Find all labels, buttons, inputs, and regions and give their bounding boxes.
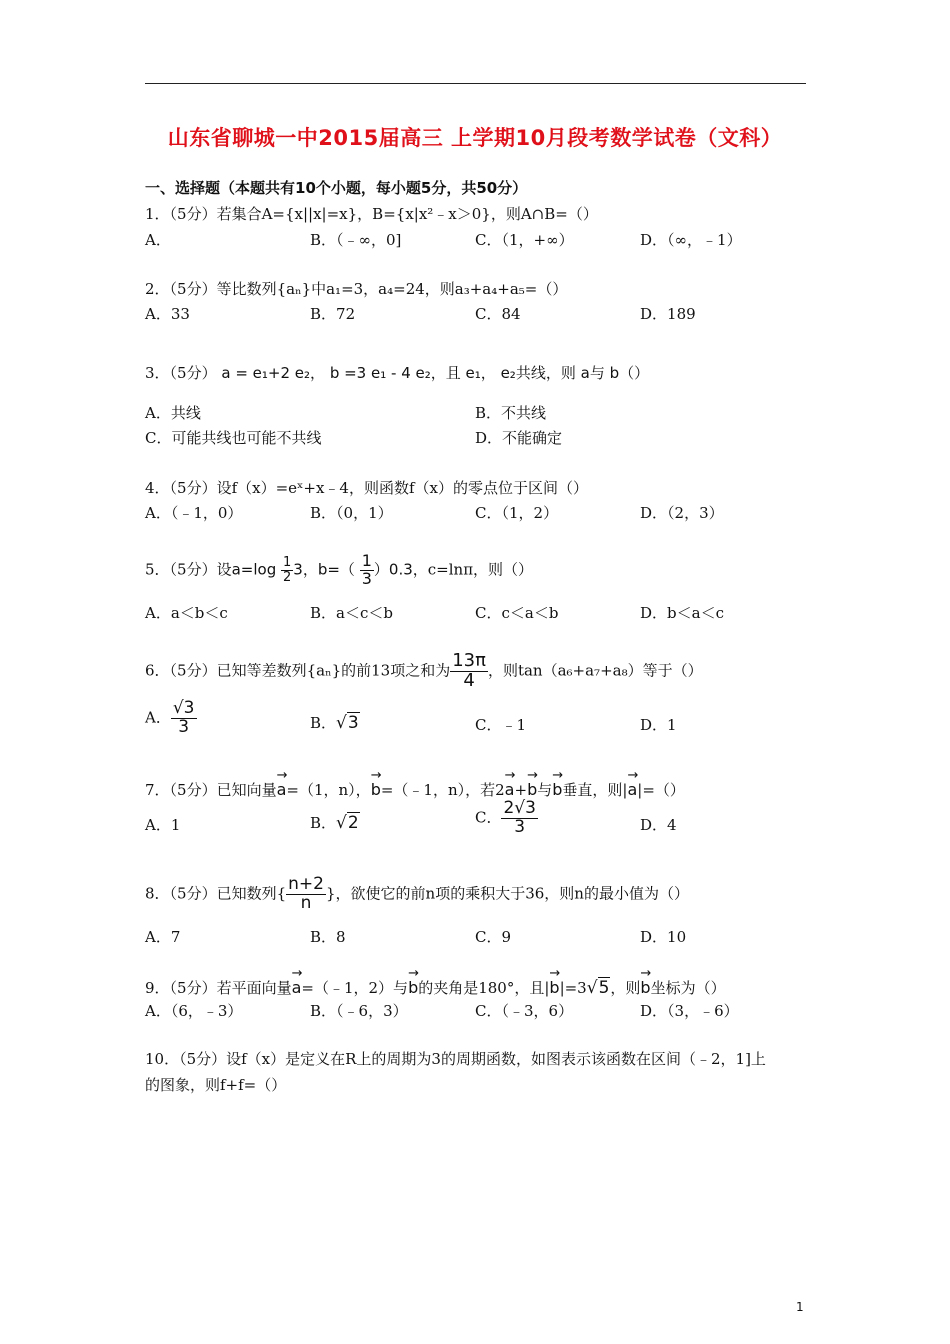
q8-frac-den: n [300,892,312,913]
q7-p4: + [514,781,528,799]
q1-option-d: D．（∞，﹣1） [640,231,742,249]
q7-b-rad: 2 [347,813,359,833]
q10-line1: 10．（5分）设f（x）是定义在R上的周期为3的周期函数，如图表示该函数在区间（﹣2，1]上 [145,1050,766,1068]
q3-end: （） [619,364,650,382]
q6-frac-num: 13π [452,650,486,671]
q3-vector-a-def: a = e₁+2 e₂ [221,364,311,382]
q9-p3: 的夹角是180°，且| [418,979,550,997]
q7-vec-b: → b [371,774,381,799]
q9-option-b: B．（﹣6，3） [310,1002,408,1020]
q6-a-num: √3 [172,698,195,718]
q5-option-a: A．a＜b＜c [145,604,228,622]
q3-option-b: B．不共线 [475,404,547,422]
q5-log-base-den: 2 [283,569,292,585]
q3-option-c: C．可能共线也可能不共线 [145,429,322,447]
q2-option-c: C．84 [475,305,521,323]
q7-p5: 与 [537,781,553,799]
q3-vector-b-def: b =3 e₁ - 4 e₂ [329,364,431,382]
q1-option-b: B．（﹣∞，0] [310,231,402,249]
q9-vec-b3: → b [640,972,650,997]
q3-a: a [580,364,590,382]
q4-option-a: A．（﹣1，0） [145,504,243,522]
q9-p4: |=3 [559,979,587,997]
question-8 [145,876,689,913]
q10-line2: 的图象，则f+f=（） [145,1076,287,1094]
q5-b-open: ，b=（ [302,560,355,579]
q8-p2: }，欲使它的前n项的乘积大于36，则n的最小值为（） [325,884,689,903]
section-heading: 一、选择题（本题共有10个小题，每小题5分，共50分） [145,179,528,197]
q9-vec-b: → b [408,972,418,997]
q2-option-d: D．189 [640,305,696,323]
q6-frac-den: 4 [463,669,475,691]
q7-vec-a: → a [277,774,287,799]
q2-option-a: A．33 [145,305,190,323]
header-rule [145,83,806,84]
q9-p2: =（﹣1，2）与 [301,979,409,997]
q7-vec-b3: → b [552,774,562,799]
q4-option-c: C．（1，2） [475,504,559,522]
q7-p7: |=（） [637,781,685,799]
q7-p2: =（1，n）， [286,781,371,799]
question-5 [145,553,533,588]
question-10 [145,1046,806,1098]
q8-option-b: B．8 [310,928,346,946]
q4-option-b: B．（0，1） [310,504,393,522]
q6-option-a [145,700,197,737]
q9-option-d: D．（3，﹣6） [640,1002,739,1020]
q4-option-d: D．（2，3） [640,504,724,522]
question-2: 2．（5分）等比数列{aₙ}中a₁=3，a₄=24，则a₃+a₄+a₅=（） [145,280,568,298]
q8-option-a: A．7 [145,928,181,946]
q7-c-label: C． [475,808,502,827]
question-7 [145,774,685,800]
page-title: 山东省聊城一中2015届高三 上学期10月段考数学试卷（文科） [167,126,783,150]
q7-b-label: B． [310,814,337,832]
q8-option-c: C．9 [475,928,512,946]
q7-option-d: D．4 [640,816,677,834]
q8-p1: 8．（5分）已知数列{ [145,884,287,903]
q8-option-d: D．10 [640,928,687,946]
q6-a-label: A． [145,708,171,727]
q5-option-b: B．a＜c＜b [310,604,393,622]
q6-suffix: ，则tan（a₆+a₇+a₈）等于（） [487,661,703,680]
q6-option-b: B．√3 [310,713,359,733]
q7-p3: =（﹣1，n），若2 [380,781,505,799]
q9-option-a: A．（6，﹣3） [145,1002,243,1020]
q6-prefix: 6．（5分）已知等差数列{aₙ}的前13项之和为 [145,661,451,680]
q9-vec-b2: → b [549,972,559,997]
question-3: 3．（5分） a = e₁+2 e₂， b =3 e₁ - 4 e₂，且 e₁， e₂共线，则 a与 b（） [145,364,650,382]
q9-option-c: C．（﹣3，6） [475,1002,574,1020]
q7-option-a: A．1 [145,816,181,834]
q5-log-arg: 3 [293,560,303,579]
q6-b-label: B． [310,714,337,732]
question-6 [145,652,703,691]
q7-vec-a3: → a [627,774,637,799]
q3-e1: e₁ [465,364,481,382]
q9-p5: ，则 [610,979,641,997]
q3-option-a: A．共线 [145,404,201,422]
question-1: 1．（5分）若集合A={x||x|=x}，B={x|x²﹣x＞0}，则A∩B=（） [145,205,598,223]
q7-vec-a2: → a [505,774,515,799]
q3-e2: e₂ [500,364,516,382]
q5-log: a=log [231,560,277,579]
q9-p6: 坐标为（） [650,979,726,997]
q7-option-c [475,800,538,837]
q2-option-b: B．72 [310,305,356,323]
q8-frac-num: n+2 [288,874,324,894]
q7-vec-b2: → b [527,774,537,799]
q5-b-den: 3 [361,568,372,588]
q3-yu: 与 [589,364,605,382]
q5-b-exp: ）0.3 [373,560,413,579]
q5-c: ，c=lnπ，则（） [412,560,534,579]
q5-prefix: 5．（5分）设 [145,560,232,579]
question-9: 9．（5分）若平面向量→ a=（﹣1，2）与→ b的夹角是180°，且|→ b|=3√5，则→ b坐标为（） [145,972,726,998]
q3-mid: ，且 [430,364,461,382]
q9-rad: 5 [598,978,610,998]
q3-prefix: 3．（5分） [145,364,217,382]
q3-option-d: D．不能确定 [475,429,563,447]
q5-option-c: C．c＜a＜b [475,604,559,622]
q7-p1: 7．（5分）已知向量 [145,781,277,799]
q5-log-base-num: 1 [283,555,292,571]
q7-c-num: 2√3 [503,798,536,818]
q6-option-c: C．﹣1 [475,716,527,734]
q6-b-rad: 3 [347,713,359,733]
q3-text1: 共线，则 [515,364,576,382]
q9-p1: 9．（5分）若平面向量 [145,979,292,997]
q1-option-c: C．（1，+∞） [475,231,574,249]
page-number: 1 [796,1300,804,1314]
q7-p6: 垂直，则| [562,781,628,799]
q5-option-d: D．b＜a＜c [640,604,724,622]
question-4: 4．（5分）设f（x）=eˣ+x﹣4，则函数f（x）的零点位于区间（） [145,479,588,497]
q9-vec-a: → a [292,972,302,997]
q5-b-num: 1 [361,551,372,570]
q7-option-b: B．√2 [310,813,359,833]
q6-option-d: D．1 [640,716,677,734]
q3-b: b [609,364,620,382]
q7-c-den: 3 [514,816,526,837]
q6-a-den: 3 [178,716,190,737]
q1-option-a: A． [145,231,171,249]
